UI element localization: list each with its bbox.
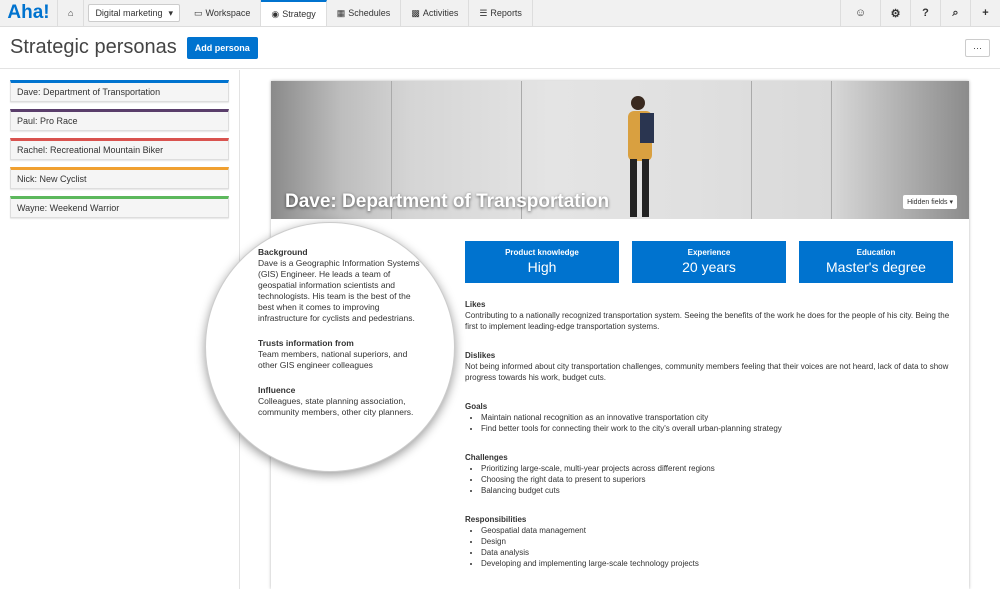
dislikes-section	[465, 350, 955, 383]
challenges-heading: Challenges	[465, 453, 508, 462]
likes-heading: Likes	[465, 300, 486, 309]
tab-activities[interactable]	[401, 0, 469, 26]
persona-hero-image	[271, 81, 969, 219]
challenges-section	[465, 452, 955, 496]
goals-heading: Goals	[465, 402, 488, 411]
tab-strategy[interactable]	[261, 0, 326, 26]
page-header	[0, 27, 1000, 69]
trusts-text: Team members, national superiors, and other GIS engineer colleagues	[258, 349, 408, 370]
tab-workspace[interactable]	[184, 0, 261, 26]
list-item: • Developing and implementing large-scale technology projects	[481, 558, 955, 569]
stat-value: High	[527, 259, 557, 275]
caret-down-icon: ▾	[168, 7, 173, 18]
background-text: Dave is a Geographic Information Systems (GIS) Engineer. He leads a team of geospatial information scientists and technologists. His team is the best of the best when it comes to improving infrastructure for cyclists and pedestrians.	[258, 258, 420, 323]
calendar-icon: ▦	[336, 7, 346, 18]
dislikes-text: Not being informed about city transportation challenges, community members feeling that their voices are not heard, lack of data to show progress towards his work, budget cuts.	[465, 362, 949, 382]
influence-text: Colleagues, state planning association, community members, other city planners.	[258, 396, 414, 417]
persona-item[interactable]: Paul: Pro Race	[10, 109, 229, 131]
user-avatar[interactable]: ☺	[840, 0, 880, 26]
stat-value: 20 years	[682, 259, 736, 275]
tab-label: Activities	[422, 8, 459, 18]
stat-label: Education	[856, 248, 896, 257]
stat-product-knowledge	[465, 241, 619, 283]
search-icon[interactable]: ⌕	[940, 0, 970, 26]
persona-item[interactable]: Nick: New Cyclist	[10, 167, 229, 189]
report-icon: ☰	[479, 7, 488, 18]
stat-education	[799, 241, 953, 283]
tab-label: Workspace	[205, 8, 251, 18]
stat-value: Master's degree	[826, 259, 926, 275]
responsibilities-heading: Responsibilities	[465, 515, 527, 524]
tab-label: Reports	[490, 8, 522, 18]
grid-icon: ▩	[411, 7, 420, 18]
tab-reports[interactable]	[469, 0, 533, 26]
list-item: • Find better tools for connecting their work to the city's overall urban-planning strategy	[481, 423, 955, 434]
persona-item[interactable]: Dave: Department of Transportation	[10, 80, 229, 102]
top-nav	[0, 0, 1000, 27]
persona-name: Dave: Department of Transportation	[285, 191, 610, 212]
plus-icon[interactable]: +	[970, 0, 1000, 26]
persona-item[interactable]: Wayne: Weekend Warrior	[10, 196, 229, 218]
magnifier-overlay	[205, 222, 455, 472]
tab-label: Schedules	[348, 8, 391, 18]
persona-list	[0, 70, 240, 589]
stat-experience	[632, 241, 786, 283]
background-heading: Background	[258, 247, 308, 257]
aha-logo[interactable]: Aha!	[0, 0, 58, 26]
likes-section	[465, 299, 955, 332]
tab-label: Strategy	[282, 9, 316, 19]
stat-label: Experience	[687, 248, 731, 257]
target-icon: ◉	[271, 8, 280, 19]
tab-schedules[interactable]	[327, 0, 402, 26]
persona-item[interactable]: Rachel: Recreational Mountain Biker	[10, 138, 229, 160]
dislikes-heading: Dislikes	[465, 351, 496, 360]
list-item: • Prioritizing large-scale, multi-year projects across different regions	[481, 463, 955, 474]
person-walking-image	[616, 91, 666, 219]
stat-label: Product knowledge	[505, 248, 579, 257]
window-icon: ▭	[194, 7, 203, 18]
gear-icon[interactable]: ⚙	[880, 0, 910, 26]
list-item: • Balancing budget cuts	[481, 485, 955, 496]
goals-section	[465, 401, 955, 434]
likes-text: Contributing to a nationally recognized transportation system. Seeing the benefits of the work he does for the people of his city. Being the first to implement leading-edge transportation systems.	[465, 311, 950, 331]
home-icon: ⌂	[68, 8, 74, 18]
list-item: • Design	[481, 536, 955, 547]
list-item: • Geospatial data management	[481, 525, 955, 536]
trusts-heading: Trusts information from	[258, 338, 354, 348]
more-options-button[interactable]: ···	[965, 39, 990, 57]
workspace-select-value: Digital marketing	[95, 8, 163, 18]
page-title: Strategic personas	[10, 36, 177, 58]
home-button[interactable]	[58, 0, 84, 26]
add-persona-button[interactable]: Add persona	[187, 37, 258, 59]
workspace-select[interactable]	[88, 4, 180, 22]
list-item: • Data analysis	[481, 547, 955, 558]
influence-heading: Influence	[258, 385, 296, 395]
list-item: • Maintain national recognition as an innovative transportation city	[481, 412, 955, 423]
hidden-fields-dropdown[interactable]: Hidden fields ▾	[903, 195, 957, 209]
list-item: • Choosing the right data to present to superiors	[481, 474, 955, 485]
help-icon[interactable]: ?	[910, 0, 940, 26]
responsibilities-section	[465, 514, 955, 569]
